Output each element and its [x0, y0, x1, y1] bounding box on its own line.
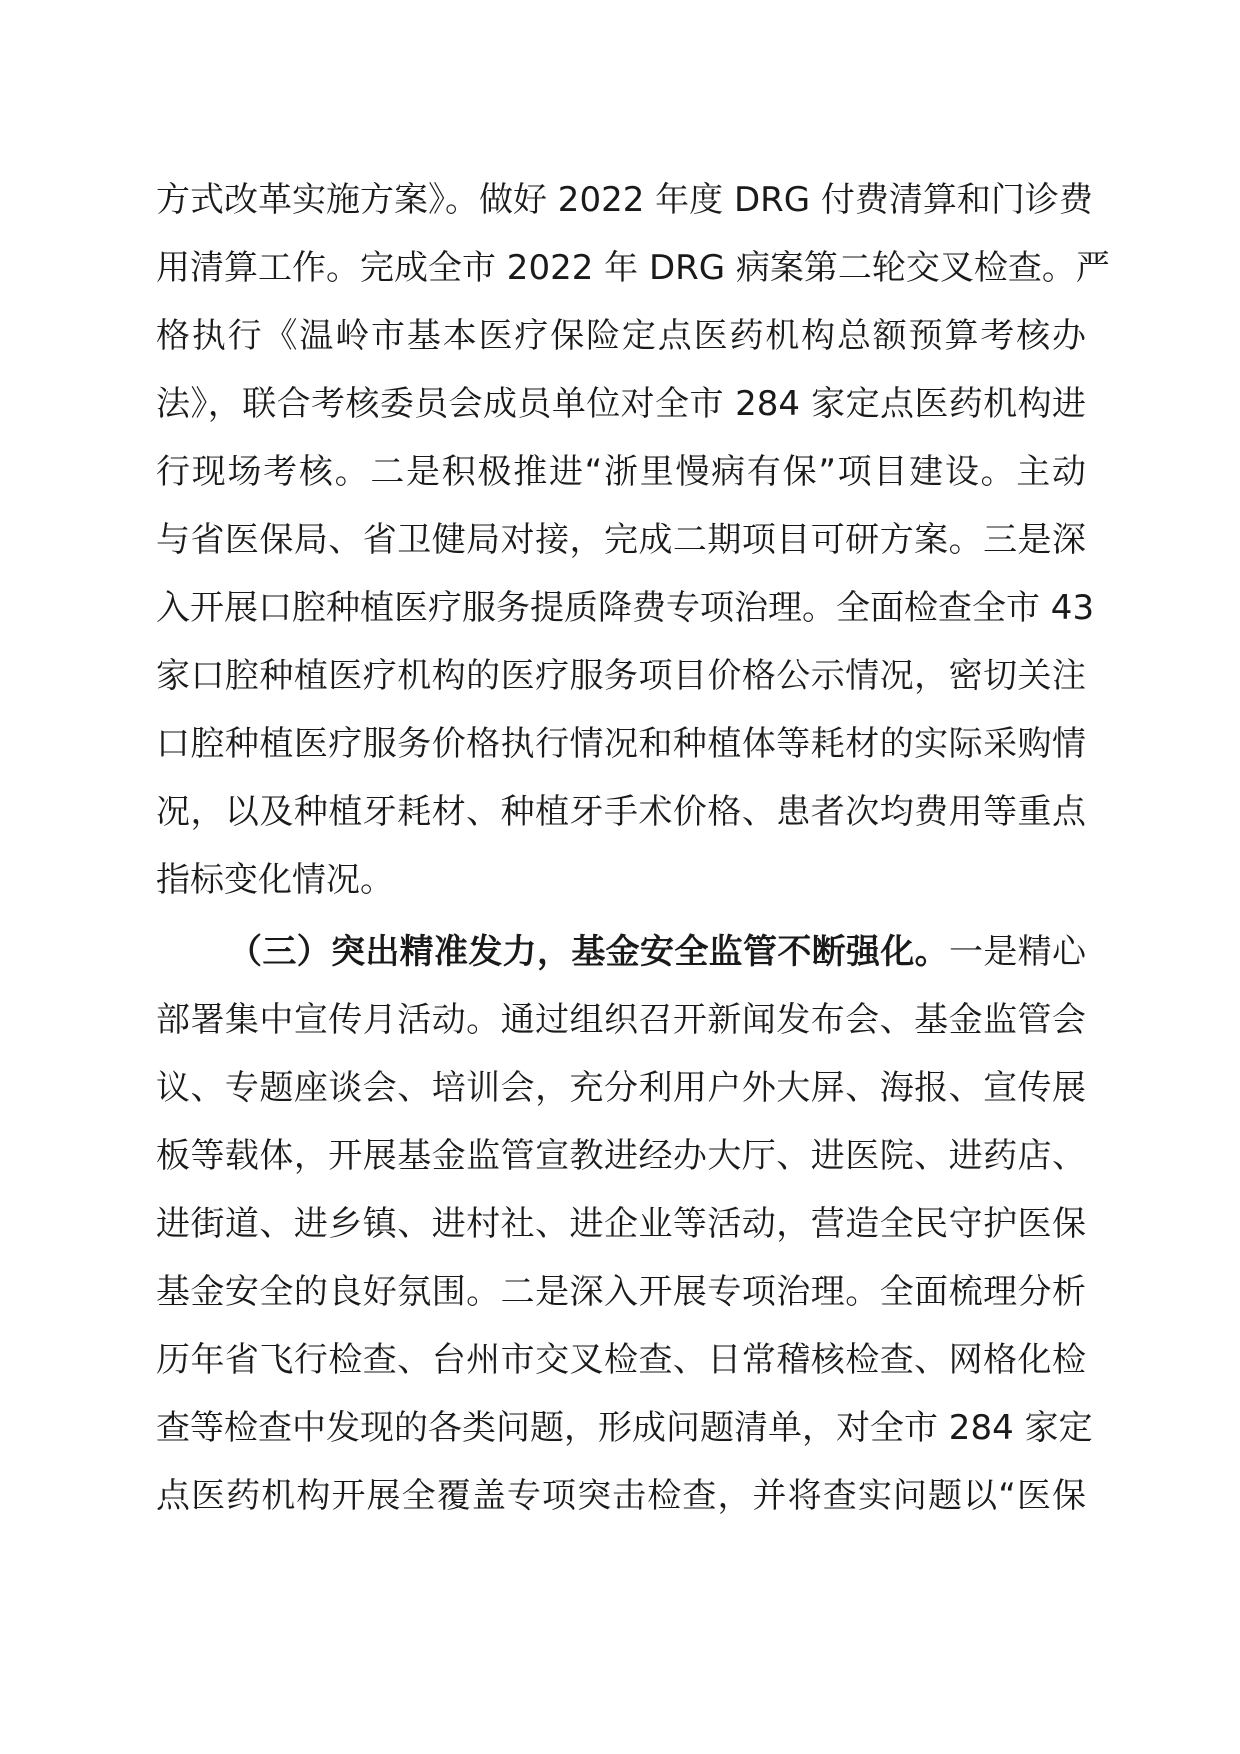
section-heading: （三）突出精准发力，基金安全监管不断强化。 [228, 932, 949, 972]
paragraph-line: 指标变化情况。 [156, 860, 394, 900]
paragraph-line: 部署集中宣传月活动。通过组织召开新闻发布会、基金监管会 [156, 1000, 1086, 1040]
paragraph-line: 入开展口腔种植医疗服务提质降费专项治理。全面检查全市 43 [156, 588, 1095, 628]
paragraph-line: 况，以及种植牙耗材、种植牙手术价格、患者次均费用等重点 [156, 792, 1086, 832]
paragraph-line: 查等检查中发现的各类问题，形成问题清单，对全市 284 家定 [156, 1408, 1093, 1448]
paragraph-2 [156, 918, 1093, 1530]
paragraph-first-line [156, 918, 1086, 986]
paragraph-line: 用清算工作。完成全市 2022 年 DRG 病案第二轮交叉检查。严 [156, 248, 1110, 288]
paragraph-line: 历年省飞行检查、台州市交叉检查、日常稽核检查、网格化检 [156, 1340, 1086, 1380]
heading-continuation: 一是精心 [949, 932, 1086, 972]
paragraph-line: 家口腔种植医疗机构的医疗服务项目价格公示情况，密切关注 [156, 656, 1086, 696]
paragraph-line: 格执行《温岭市基本医疗保险定点医药机构总额预算考核办 [156, 316, 1086, 356]
paragraph-1 [156, 166, 1110, 914]
paragraph-line: 点医药机构开展全覆盖专项突击检查，并将查实问题以“医保 [156, 1476, 1086, 1516]
paragraph-line: 口腔种植医疗服务价格执行情况和种植体等耗材的实际采购情 [156, 724, 1086, 764]
paragraph-line: 方式改革实施方案》。做好 2022 年度 DRG 付费清算和门诊费 [156, 180, 1093, 220]
paragraph-line: 与省医保局、省卫健局对接，完成二期项目可研方案。三是深 [156, 520, 1086, 560]
paragraph-line: 基金安全的良好氛围。二是深入开展专项治理。全面梳理分析 [156, 1272, 1086, 1312]
paragraph-line: 进街道、进乡镇、进村社、进企业等活动，营造全民守护医保 [156, 1204, 1086, 1244]
paragraph-line: 行现场考核。二是积极推进“浙里慢病有保”项目建设。主动 [156, 452, 1086, 492]
paragraph-line: 法》，联合考核委员会成员单位对全市 284 家定点医药机构进 [156, 384, 1086, 424]
paragraph-line: 板等载体，开展基金监管宣教进经办大厅、进医院、进药店、 [156, 1136, 1086, 1176]
paragraph-line: 议、专题座谈会、培训会，充分利用户外大屏、海报、宣传展 [156, 1068, 1086, 1108]
